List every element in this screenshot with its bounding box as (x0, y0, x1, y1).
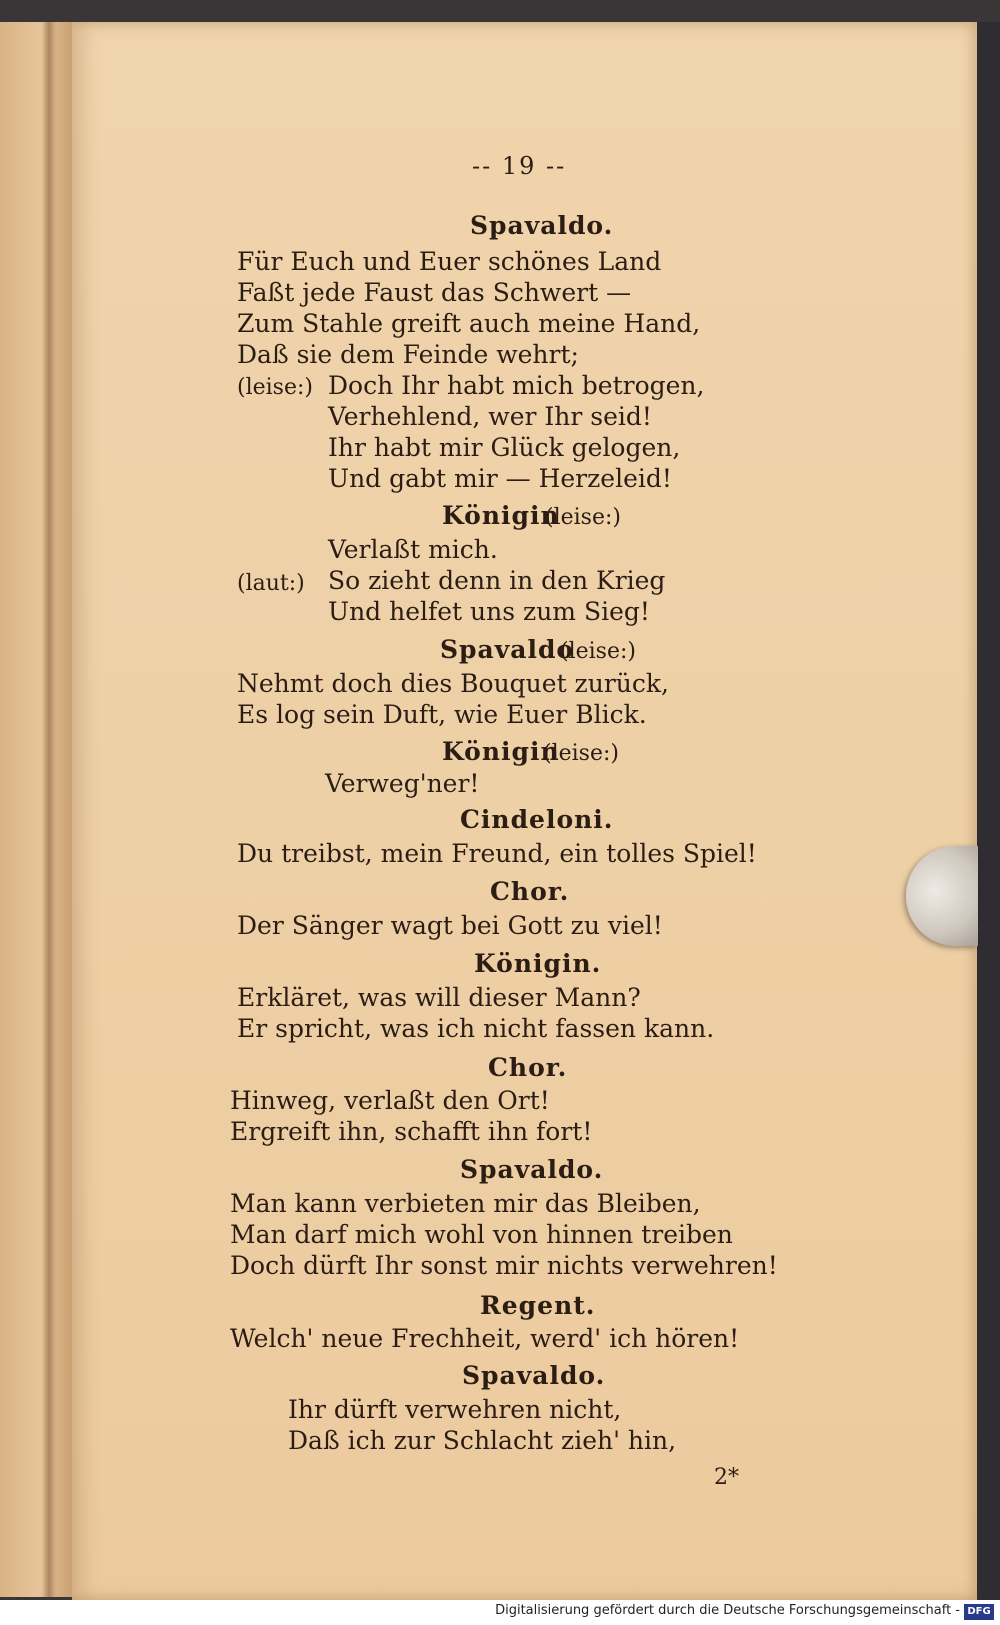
speaker-heading: Cindeloni. (460, 805, 614, 834)
verse-line: Und helfet uns zum Sieg! (328, 597, 650, 626)
verse-line: Man darf mich wohl von hinnen treiben (230, 1220, 733, 1249)
verse-line: Man kann verbieten mir das Bleiben, (230, 1189, 701, 1218)
verse-line: Daß ich zur Schlacht zieh' hin, (288, 1426, 677, 1455)
stage-direction: (leise:) (545, 505, 621, 530)
verse-line: Faßt jede Faust das Schwert — (237, 278, 632, 307)
stage-direction: (leise:) (560, 639, 636, 664)
verse-line: Es log sein Duft, wie Euer Blick. (237, 700, 647, 729)
verse-line: Doch Ihr habt mich betrogen, (328, 371, 705, 400)
dfg-logo: DFG (964, 1604, 994, 1620)
speaker-heading: Regent. (480, 1291, 596, 1320)
verse-line: Verhehlend, wer Ihr seid! (328, 402, 652, 431)
speaker-heading: Spavaldo. (462, 1361, 606, 1390)
speaker-heading: Spavaldo (440, 635, 575, 664)
verse-line: Nehmt doch dies Bouquet zurück, (237, 669, 669, 698)
signature-mark: 2* (714, 1465, 739, 1490)
verse-line: Erkläret, was will dieser Mann? (237, 983, 641, 1012)
page-number: -- 19 -- (472, 152, 567, 180)
verse-line: Der Sänger wagt bei Gott zu viel! (237, 911, 663, 940)
book-gutter (42, 22, 56, 1597)
verse-line: Ihr dürft verwehren nicht, (288, 1395, 622, 1424)
scan-right-edge (977, 22, 1000, 1600)
verse-line: Ergreift ihn, schafft ihn fort! (230, 1117, 593, 1146)
verse-line: Doch dürft Ihr sonst mir nichts verwehren! (230, 1251, 778, 1280)
speaker-heading: Chor. (488, 1053, 568, 1082)
speaker-heading: Spavaldo. (460, 1155, 604, 1184)
verse-line: Welch' neue Frechheit, werd' ich hören! (230, 1324, 740, 1353)
stage-direction: (leise:) (237, 375, 313, 400)
verse-line: Daß sie dem Feinde wehrt; (237, 340, 579, 369)
speaker-heading: Spavaldo. (470, 211, 614, 240)
verse-line: Und gabt mir — Herzeleid! (328, 464, 672, 493)
speaker-heading: Königin (442, 501, 560, 530)
verse-line: So zieht denn in den Krieg (328, 566, 666, 595)
verse-line: Er spricht, was ich nicht fassen kann. (237, 1014, 715, 1043)
verse-line: Ihr habt mir Glück gelogen, (328, 433, 681, 462)
previous-page-edge (0, 22, 72, 1597)
funding-credit: Digitalisierung gefördert durch die Deutsche Forschungsgemeinschaft - (495, 1603, 960, 1618)
verse-line: Zum Stahle greift auch meine Hand, (237, 309, 701, 338)
verse-line: Du treibst, mein Freund, ein tolles Spiel! (237, 839, 757, 868)
stage-direction: (leise:) (543, 741, 619, 766)
verse-line: Hinweg, verlaßt den Ort! (230, 1086, 550, 1115)
verse-line: Für Euch und Euer schönes Land (237, 247, 662, 276)
speaker-heading: Königin (442, 737, 560, 766)
stage-direction: (laut:) (237, 571, 305, 596)
speaker-heading: Königin. (474, 949, 602, 978)
verse-line: Verlaßt mich. (328, 535, 498, 564)
verse-line: Verweg'ner! (325, 769, 480, 798)
speaker-heading: Chor. (490, 877, 570, 906)
